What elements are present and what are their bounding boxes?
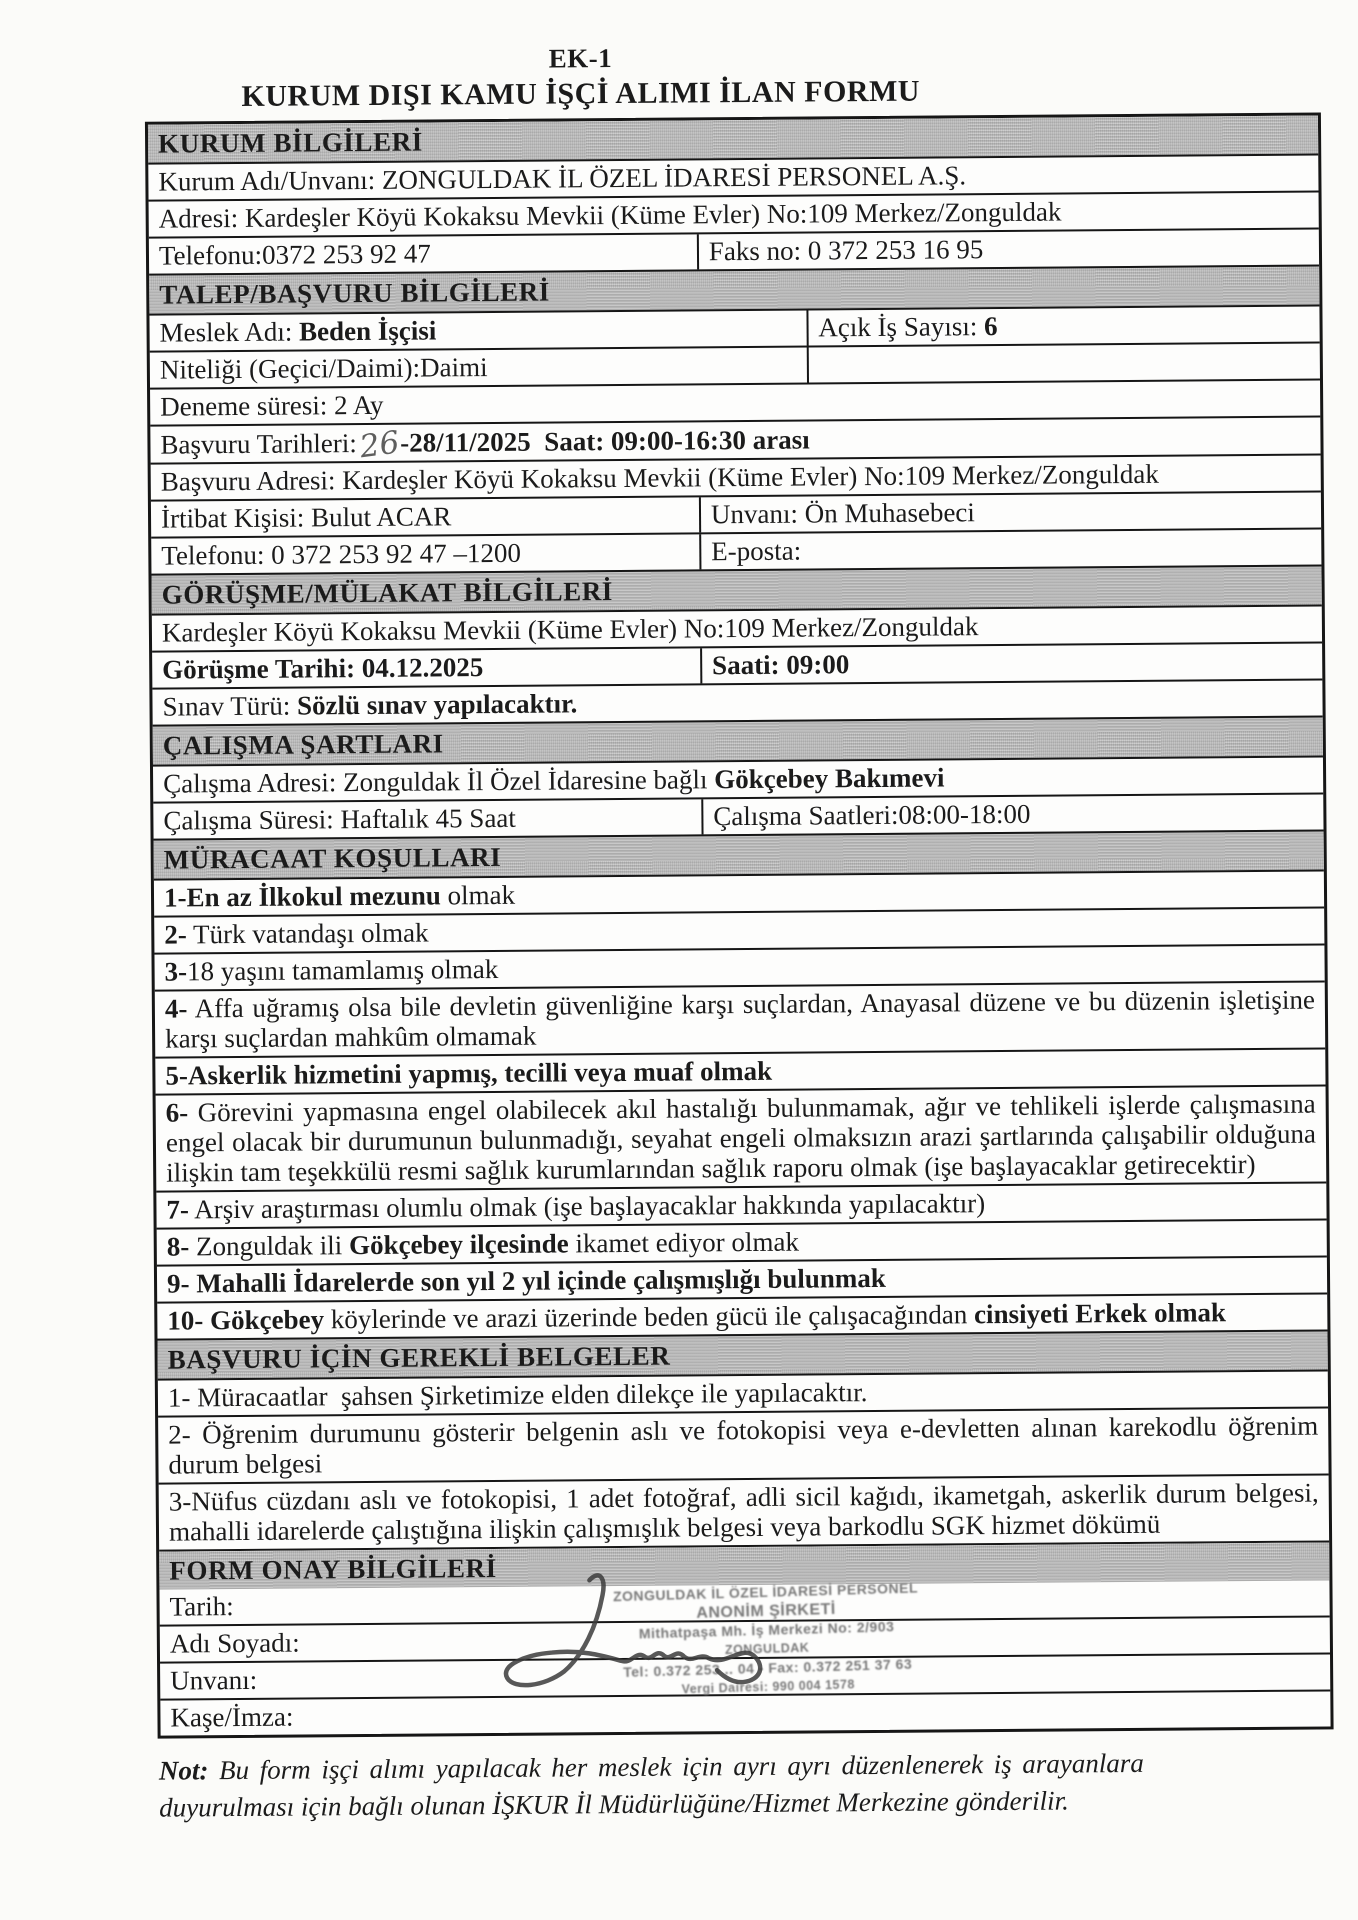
requirement-item-10: 10- Gökçebey köylerinde ve arazi üzerinde beden gücü ile çalışacağından cinsiyeti Erkek olmak (157, 1292, 1327, 1338)
document-item-1: 1- Müracaatlar şahsen Şirketimize elden dilekçe ile yapılacaktır. (158, 1369, 1328, 1415)
section-header-gorusme-mulakat: GÖRÜŞME/MÜLAKAT BİLGİLERİ (151, 564, 1321, 613)
field-gorusme-saati: Saati: 09:00 (711, 649, 850, 681)
requirement-item-8: 8- Zonguldak ili Gökçebey ilçesinde ikamet ediyor olmak (157, 1218, 1327, 1264)
row-onay-tarih: Tarih: (169, 1591, 234, 1622)
stamp-line: Vergi Dairesi: 990 004 1578 (681, 1677, 856, 1697)
requirement-item-5: 5-Askerlik hizmetini yapmış, tecilli veya muaf olmak (155, 1047, 1325, 1093)
section-header-talep-basvuru: TALEP/BAŞVURU BİLGİLERİ (149, 264, 1319, 313)
requirement-item-1: 1-En az İlkokul mezunu olmak (154, 869, 1324, 915)
field-basvuru-tarihleri (150, 421, 820, 466)
field-basvuru-adresi: Başvuru Adresi: Kardeşler Köyü Kokaksu Mevkii (Küme Evler) No:109 Merkez/Zonguldak (160, 458, 1159, 497)
document-item-2: 2- Öğrenim durumunu gösterir belgenin aslı ve fotokopisi veya e-devletten alınan karekodlu öğrenim durum belgesi (158, 1406, 1328, 1482)
document-item-3: 3-Nüfus cüzdanı aslı ve fotokopisi, 1 adet fotoğraf, adli sicil kağıdı, ikametgah, askerlik durum belgesi, mahalli idarelerde çalıştığına ilişkin çalışmışlık belgesi veya barkodlu SGK hizmet dökümü (159, 1473, 1329, 1549)
field-irtibat-telefonu: Telefonu: 0 372 253 92 47 –1200 (151, 534, 701, 573)
stamp-line: ZONGULDAK İL ÖZEL İDARESİ PERSONEL (612, 1579, 919, 1605)
requirement-item-3: 3-18 yaşını tamamlamış olmak (154, 943, 1324, 989)
field-telefon: Telefonu:0372 253 92 47 (149, 234, 699, 273)
row-onay-kase-imza: Kaşe/İmza: (160, 1689, 1330, 1735)
field-eposta: E-posta: (711, 535, 802, 567)
field-meslek-adi: Meslek Adı: Beden İşçisi (149, 311, 808, 351)
handwritten-date: 26 (358, 424, 402, 466)
footnote: Not: Bu form işçi alımı yapılacak her meslek için ayrı ayrı düzenlenerek iş arayanlara duyurulması için bağlı olunan İŞKUR İl Müdürlüğüne/Hizmet Merkezine gönderilir. (158, 1747, 1144, 1823)
stamp-line: Tel: 0.372 253 .. 04 - Fax: 0.372 251 37 63 (623, 1655, 913, 1681)
row-onay-unvani: Unvanı: (160, 1652, 1330, 1698)
field-calisma-adresi: Çalışma Adresi: Zonguldak İl Özel İdaresine bağlı Gökçebey Bakımevi (163, 762, 945, 799)
section-header-muracaat-kosullari: MÜRACAAT KOŞULLARI (154, 829, 1324, 878)
requirement-item-2: 2- Türk vatandaşı olmak (154, 906, 1324, 952)
field-deneme-suresi: Deneme süresi: 2 Ay (160, 389, 384, 422)
title-block (0, 0, 1166, 116)
empty-cell (808, 343, 1320, 382)
field-faks: Faks no: 0 372 253 16 95 (708, 234, 984, 267)
field-irtibat-unvani: Unvanı: Ön Muhasebeci (710, 497, 975, 530)
section-header-calisma-sartlari: ÇALIŞMA ŞARTLARI (153, 715, 1323, 764)
requirement-item-7: 7- Arşiv araştırması olumlu olmak (işe başlayacaklar hakkında yapılacaktır) (156, 1181, 1326, 1227)
field-calisma-suresi: Çalışma Süresi: Haftalık 45 Saat (153, 799, 703, 838)
field-adres: Adresi: Kardeşler Köyü Kokaksu Mevkii (Küme Evler) No:109 Merkez/Zonguldak (158, 196, 1062, 234)
form-title: KURUM DIŞI KAMU İŞÇİ ALIMI İLAN FORMU (241, 74, 921, 113)
stamp-line: ZONGULDAK (724, 1640, 810, 1658)
stamp-line: ANONİM ŞİRKETİ (696, 1600, 836, 1622)
section-header-gerekli-belgeler: BAŞVURU İÇİN GEREKLİ BELGELER (157, 1329, 1327, 1378)
basvuru-tarihleri-label: Başvuru Tarihleri: (160, 428, 357, 460)
field-niteligi: Niteliği (Geçici/Daimi):Daimi (150, 348, 809, 388)
section-header-kurum-bilgileri: KURUM BİLGİLERİ (148, 115, 1318, 162)
requirement-item-6: 6- Görevini yapmasına engel olabilecek akıl hastalığı bulunmamak, ağır ve tehlikeli işlerde çalışmasına engel olacak bir durumunun bulunmadığı, seyahat engeli olmaksızın arazi şartlarında çalışabilir olduğuna ilişkin tam teşekkülü resmi sağlık kurumlarından sağlık raporu olmak (işe başlayacaklar getirecektir) (156, 1084, 1327, 1190)
form-table (145, 112, 1334, 1738)
field-kurum-adi: Kurum Adı/Unvanı: ZONGULDAK İL ÖZEL İDARESİ PERSONEL A.Ş. (158, 160, 967, 197)
basvuru-tarihleri-value: -28/11/2025 Saat: 09:00-16:30 arası (400, 424, 810, 458)
field-acik-is-sayisi: Açık İş Sayısı: 6 (818, 311, 998, 343)
requirement-item-9: 9- Mahalli İdarelerde son yıl 2 yıl içinde çalışmışlığı bulunmak (157, 1255, 1327, 1301)
field-gorusme-tarihi: Görüşme Tarihi: 04.12.2025 (152, 648, 702, 687)
field-gorusme-adresi: Kardeşler Köyü Kokaksu Mevkii (Küme Evler) No:109 Merkez/Zonguldak (161, 611, 979, 648)
annex-tag: EK-1 (548, 43, 613, 74)
field-sinav-turu: Sınav Türü: Sözlü sınav yapılacaktır. (162, 688, 578, 722)
requirement-item-4: 4- Affa uğramış olsa bile devletin güvenliğine karşı suçlardan, Anayasal düzene ve bu düzenin işletişine karşı suçlardan mahkûm olmamak (155, 980, 1325, 1056)
field-calisma-saatleri: Çalışma Saatleri:08:00-18:00 (713, 798, 1031, 832)
row-onay-adi-soyadi: Adı Soyadı: (160, 1615, 1330, 1661)
field-irtibat-kisisi: İrtibat Kişisi: Bulut ACAR (151, 497, 701, 536)
section-header-form-onay: FORM ONAY BİLGİLERİ (159, 1542, 1329, 1589)
approval-section (159, 1540, 1330, 1735)
stamp-line: Mithatpaşa Mh. İş Merkezi No: 2/903 (638, 1618, 895, 1642)
